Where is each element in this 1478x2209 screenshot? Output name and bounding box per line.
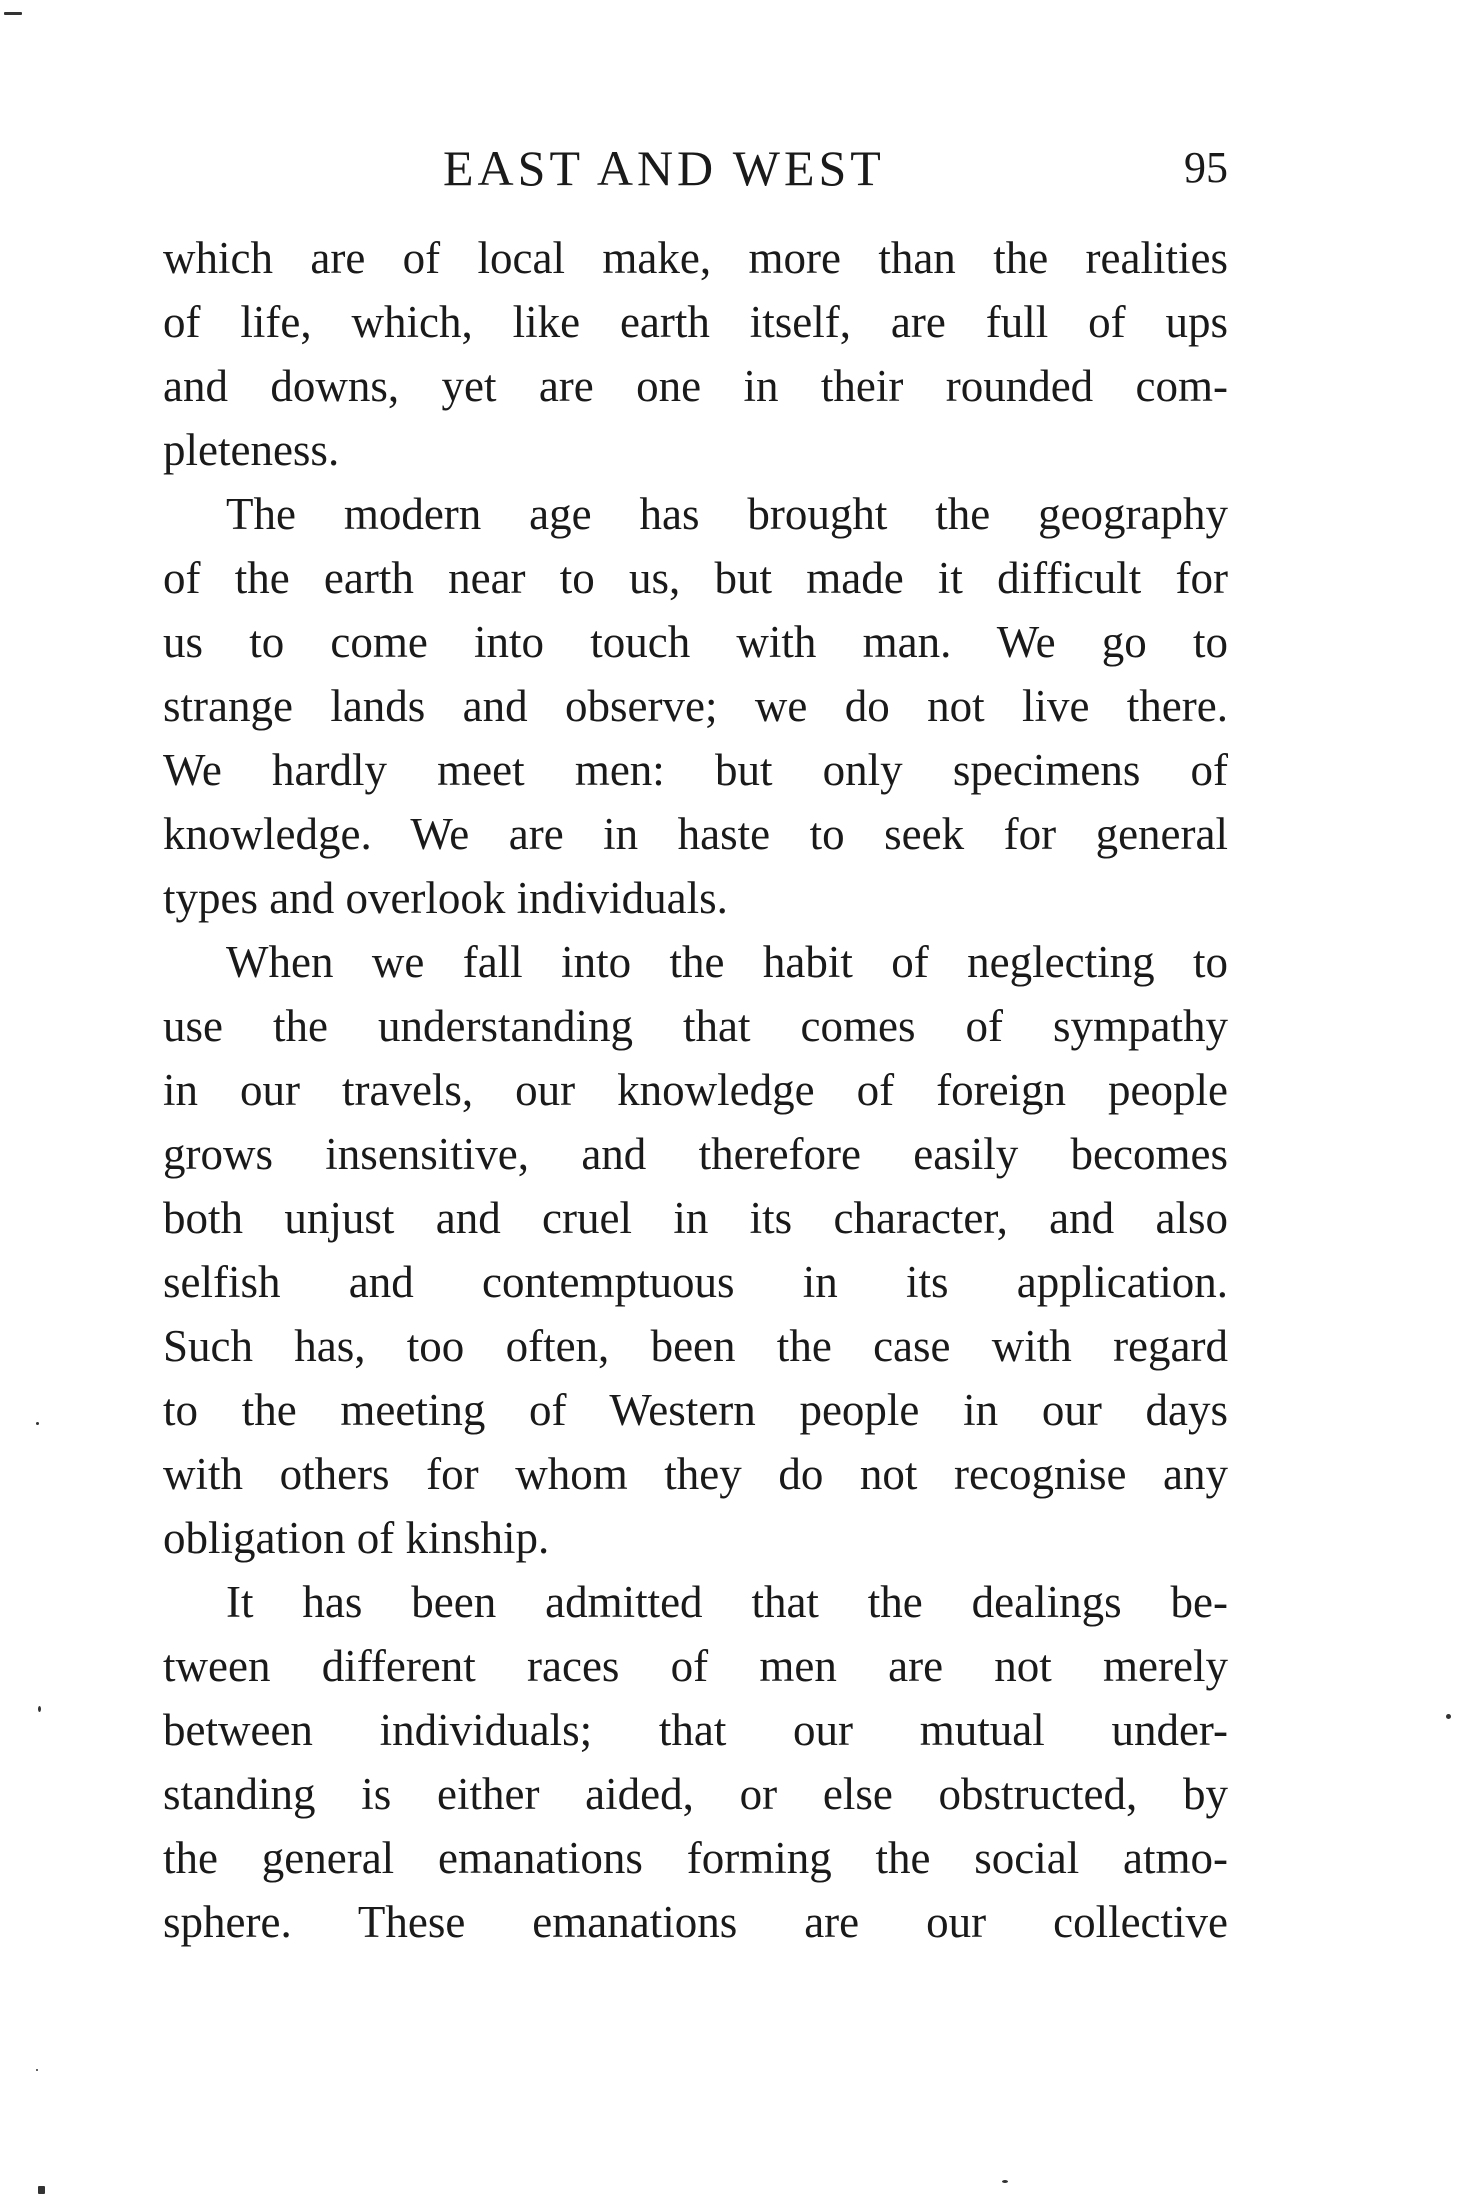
paragraph-first-line: It has been admitted that the dealings be- bbox=[226, 1577, 1228, 1627]
text-line: sphere. These emanations are our collective bbox=[163, 1897, 1228, 1947]
text-line: and downs, yet are one in their rounded com- bbox=[163, 361, 1228, 411]
text-line: use the understanding that comes of sympathy bbox=[163, 1001, 1228, 1051]
scan-speck bbox=[4, 12, 22, 15]
text-line: pleteness. bbox=[163, 425, 340, 475]
text-line: of the earth near to us, but made it difficult for bbox=[163, 553, 1228, 603]
scan-speck bbox=[38, 1706, 41, 1712]
text-line: which are of local make, more than the realities bbox=[163, 233, 1228, 283]
text-line: in our travels, our knowledge of foreign people bbox=[163, 1065, 1228, 1115]
scan-speck bbox=[38, 2186, 45, 2194]
text-line: to the meeting of Western people in our days bbox=[163, 1385, 1228, 1435]
text-line: grows insensitive, and therefore easily becomes bbox=[163, 1129, 1228, 1179]
text-line: knowledge. We are in haste to seek for general bbox=[163, 809, 1228, 859]
text-line: both unjust and cruel in its character, and also bbox=[163, 1193, 1228, 1243]
page-number: 95 bbox=[1184, 143, 1228, 192]
text-line: obligation of kinship. bbox=[163, 1513, 550, 1563]
scan-speck bbox=[36, 2069, 38, 2071]
text-line: between individuals; that our mutual under- bbox=[163, 1705, 1228, 1755]
scan-speck bbox=[36, 1422, 39, 1425]
text-line: We hardly meet men: but only specimens of bbox=[163, 745, 1228, 795]
text-line: of life, which, like earth itself, are full of ups bbox=[163, 297, 1228, 347]
text-line: tween different races of men are not merely bbox=[163, 1641, 1228, 1691]
scan-speck bbox=[1446, 1714, 1451, 1719]
running-title: EAST AND WEST bbox=[443, 140, 885, 196]
text-line: Such has, too often, been the case with regard bbox=[163, 1321, 1228, 1371]
text-line: with others for whom they do not recognise any bbox=[163, 1449, 1228, 1499]
text-line: strange lands and observe; we do not live there. bbox=[163, 681, 1228, 731]
running-head bbox=[163, 137, 1228, 199]
text-line: the general emanations forming the social atmo- bbox=[163, 1833, 1228, 1883]
paragraph-first-line: When we fall into the habit of neglecting to bbox=[226, 937, 1228, 987]
body-text bbox=[163, 226, 1228, 1954]
text-line: selfish and contemptuous in its application. bbox=[163, 1257, 1228, 1307]
text-line: us to come into touch with man. We go to bbox=[163, 617, 1228, 667]
scan-speck bbox=[1002, 2180, 1008, 2183]
text-line: standing is either aided, or else obstructed, by bbox=[163, 1769, 1228, 1819]
paragraph-first-line: The modern age has brought the geography bbox=[226, 489, 1228, 539]
text-line: types and overlook individuals. bbox=[163, 873, 728, 923]
